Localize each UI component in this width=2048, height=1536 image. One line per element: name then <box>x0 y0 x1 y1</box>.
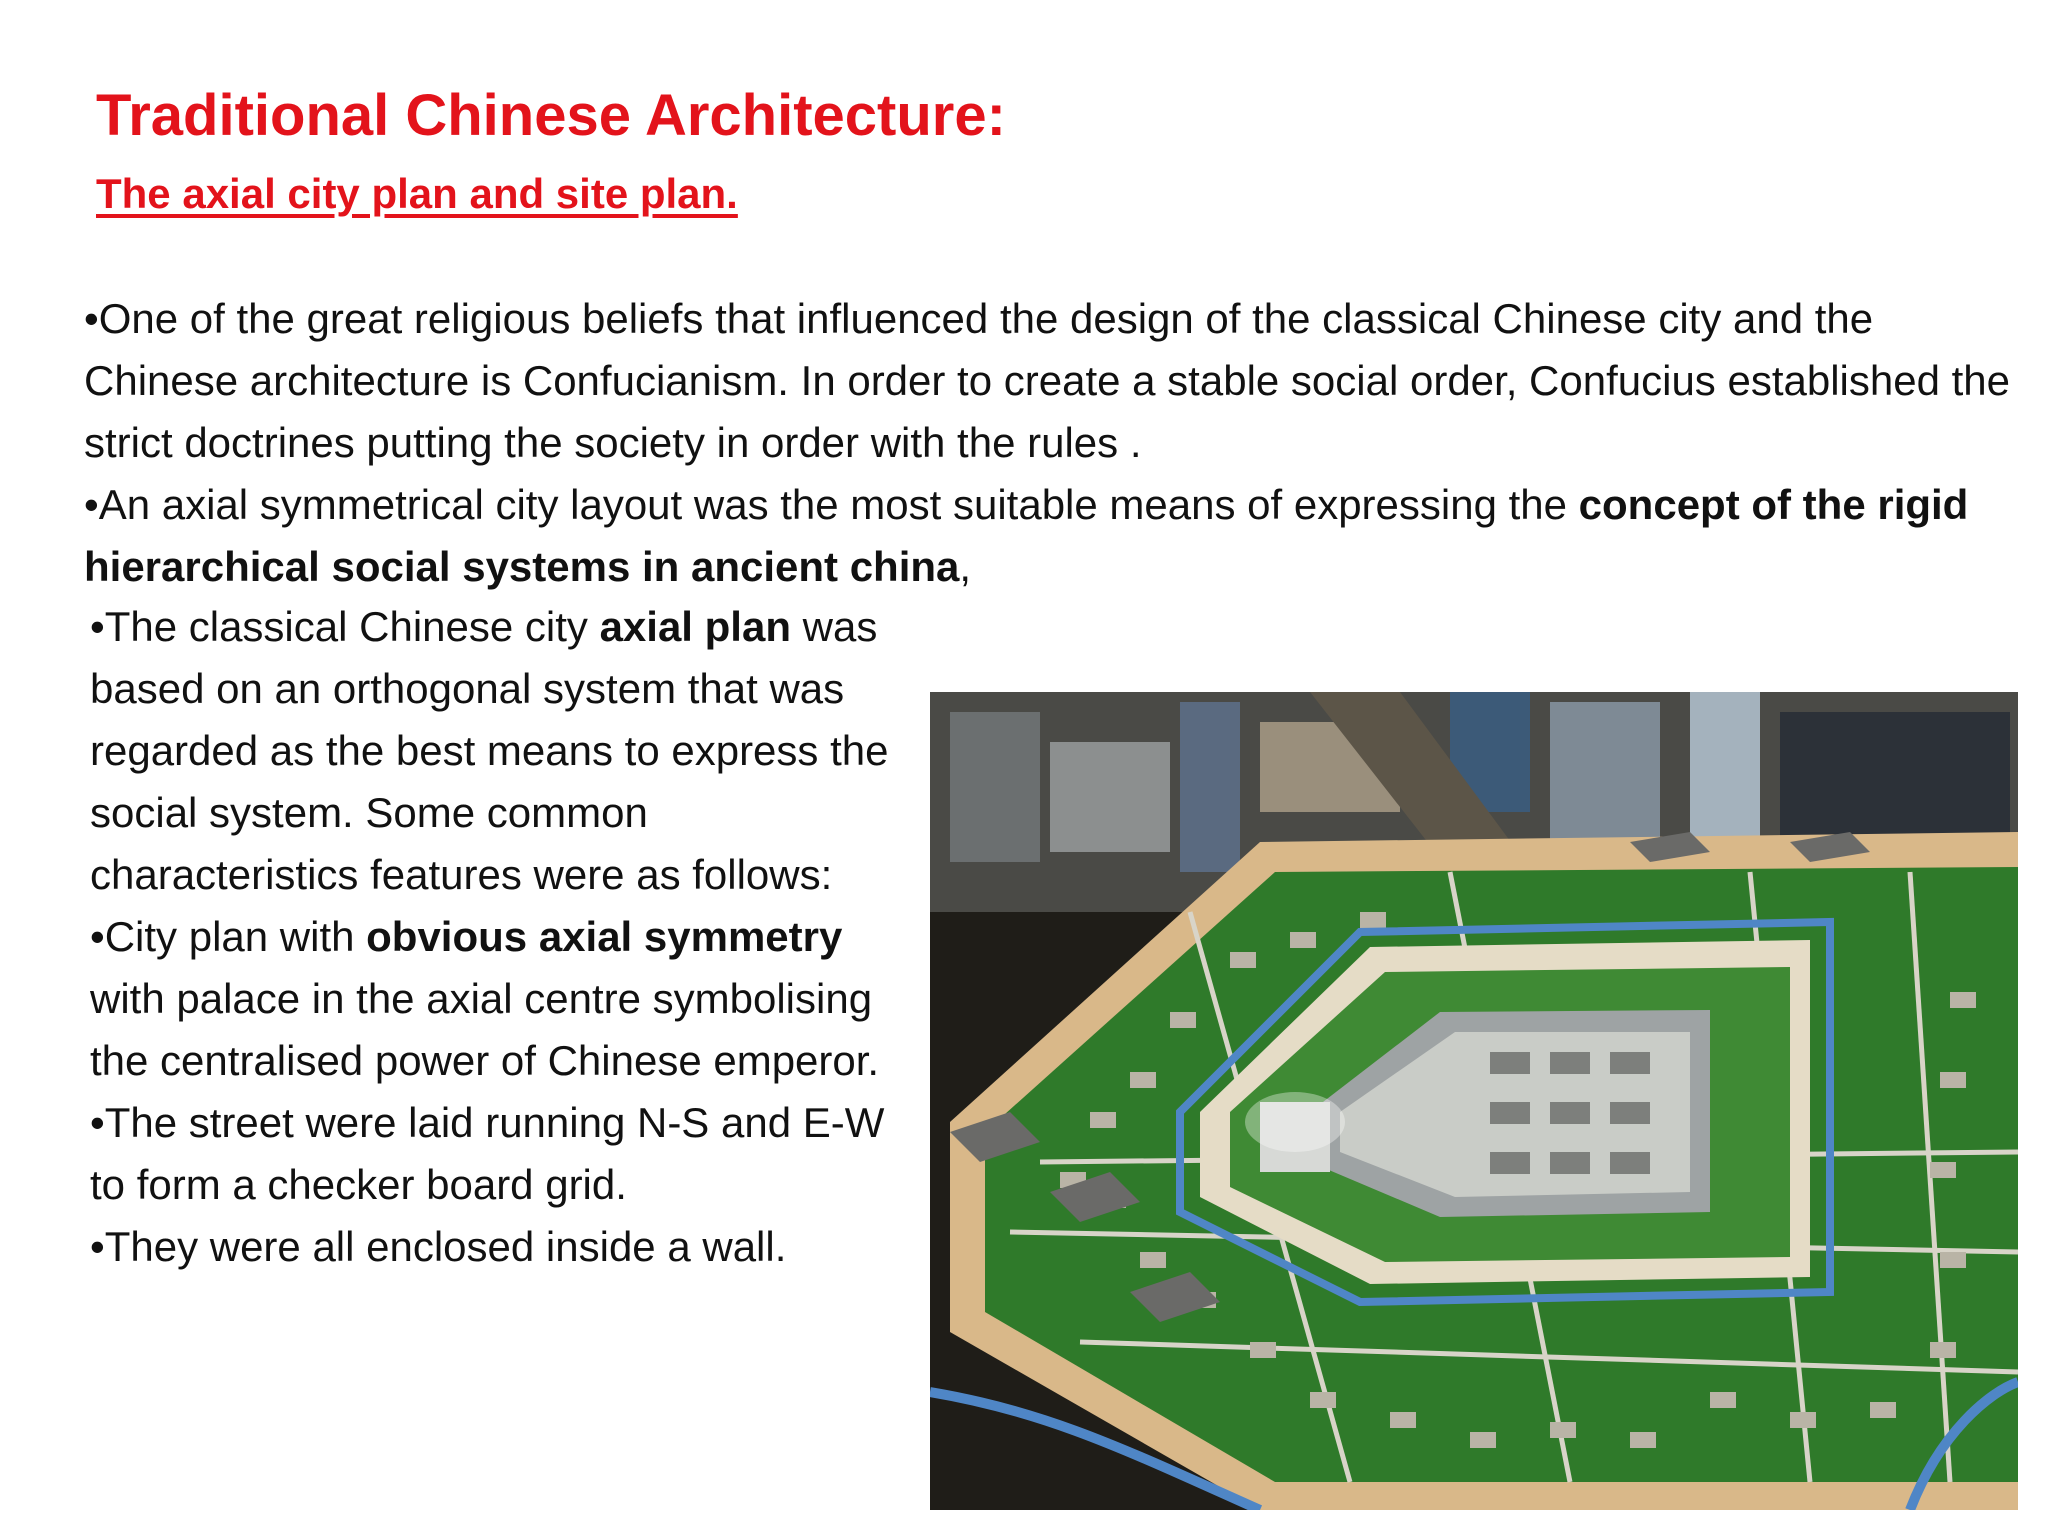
intro-bullet-2-bold: concept of the rigid hierarchical social systems in ancient china <box>84 481 1969 590</box>
intro-bullet-2-end: , <box>959 543 972 590</box>
left-bullet-1-start: •The classical Chinese city <box>90 603 600 650</box>
background-building <box>1180 702 1240 872</box>
light-glow <box>1245 1092 1345 1152</box>
left-bullet-1-end: was based on an orthogonal system that was regarded as the best means to express the social system. Some common characteristics features were as follows: <box>90 603 889 898</box>
intro-bullet-2 <box>84 474 2014 598</box>
left-bullet-4: •They were all enclosed inside a wall. <box>90 1223 787 1270</box>
background-building <box>950 712 1040 862</box>
intro-bullet-2-start: •An axial symmetrical city layout was the most suitable means of expressing the <box>84 481 1579 528</box>
intro-bullet-1: •One of the great religious beliefs that influenced the design of the classical Chinese city and the Chinese architecture is Confucianism. In order to create a stable social order, Confucius established the strict doctrines putting the society in order with the rules . <box>84 295 2011 466</box>
background-building <box>1550 702 1660 842</box>
left-bullet-1 <box>90 596 910 906</box>
background-building <box>1050 742 1170 852</box>
palace-halls <box>1490 1052 1650 1174</box>
city-model-photo <box>930 692 2018 1510</box>
left-bullet-2-bold: obvious axial symmetry <box>366 913 843 960</box>
left-bullet-2-end: with palace in the axial centre symbolising the centralised power of Chinese emperor. <box>90 975 880 1084</box>
slide-subtitle: The axial city plan and site plan. <box>96 170 738 217</box>
left-column-text <box>90 596 910 1278</box>
slide-title: Traditional Chinese Architecture: <box>96 83 1006 148</box>
city-model-illustration <box>930 692 2018 1510</box>
left-bullet-1-bold: axial plan <box>599 603 791 650</box>
left-bullet-2-start: •City plan with <box>90 913 367 960</box>
intro-text <box>84 288 2014 598</box>
left-bullet-2 <box>90 906 910 1092</box>
left-bullet-3: •The street were laid running N-S and E-W to form a checker board grid. <box>90 1099 885 1208</box>
